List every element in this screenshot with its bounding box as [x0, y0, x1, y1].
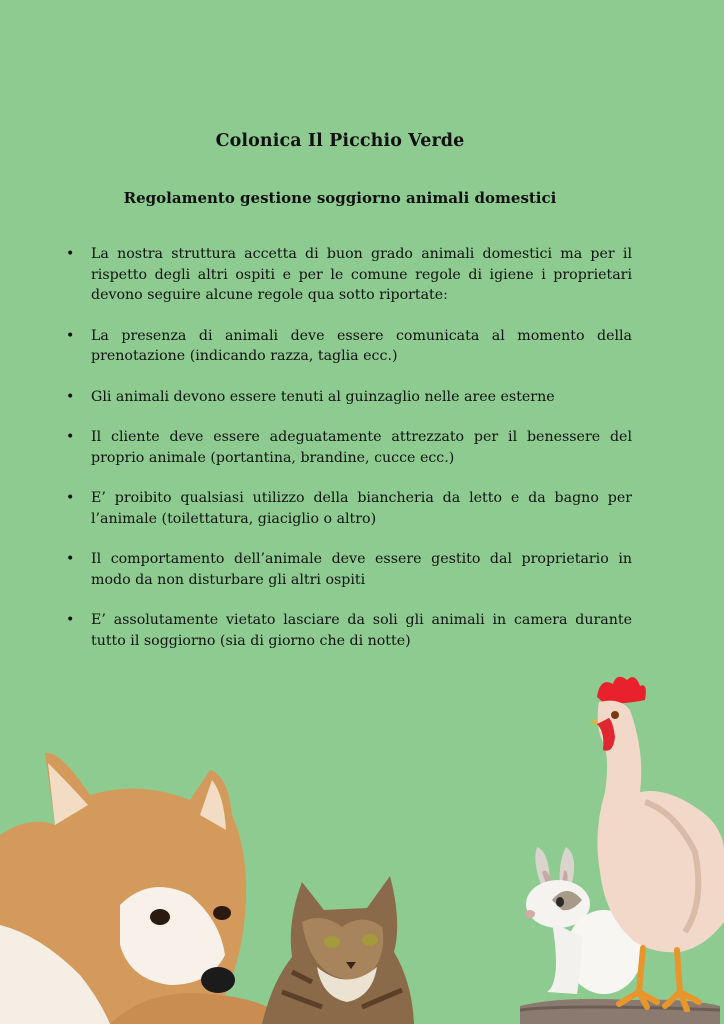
rules-list: [66, 244, 632, 671]
rule-item: • E’ proibito qualsiasi utilizzo della biancheria da letto e da bagno per l’animale (toilettatura, giaciglio o altro): [66, 488, 632, 529]
rule-item: • E’ assolutamente vietato lasciare da soli gli animali in camera durante tutto il soggiorno (sia di giorno che di notte): [66, 610, 632, 651]
dog-eye-icon: [150, 909, 170, 925]
dog-illustration: [0, 745, 300, 1024]
page-subtitle: Regolamento gestione soggiorno animali domestici: [123, 189, 557, 207]
rule-item: • La presenza di animali deve essere comunicata al momento della prenotazione (indicando razza, taglia ecc.): [66, 326, 632, 367]
rooster-eye-icon: [611, 711, 619, 719]
rule-item: • La nostra struttura accetta di buon grado animali domestici ma per il rispetto degli altri ospiti e per le comune regole di igiene i proprietari devono seguire alcune regole qua sotto riportate:: [66, 244, 632, 306]
cat-illustration: [262, 872, 417, 1024]
dog-nose-icon: [201, 967, 235, 993]
rooster-illustration: [585, 672, 724, 1012]
rule-item: • Il cliente deve essere adeguatamente attrezzato per il benessere del proprio animale (portantina, brandine, cucce ecc.): [66, 427, 632, 468]
page-title: Colonica Il Picchio Verde: [215, 131, 465, 151]
rule-item: • Gli animali devono essere tenuti al guinzaglio nelle aree esterne: [66, 387, 632, 408]
rooster-comb-icon: [597, 677, 646, 704]
rabbit-eye-icon: [556, 897, 564, 907]
cat-eye-icon: [324, 936, 340, 948]
rule-item: • Il comportamento dell’animale deve essere gestito dal proprietario in modo da non disturbare gli altri ospiti: [66, 549, 632, 590]
